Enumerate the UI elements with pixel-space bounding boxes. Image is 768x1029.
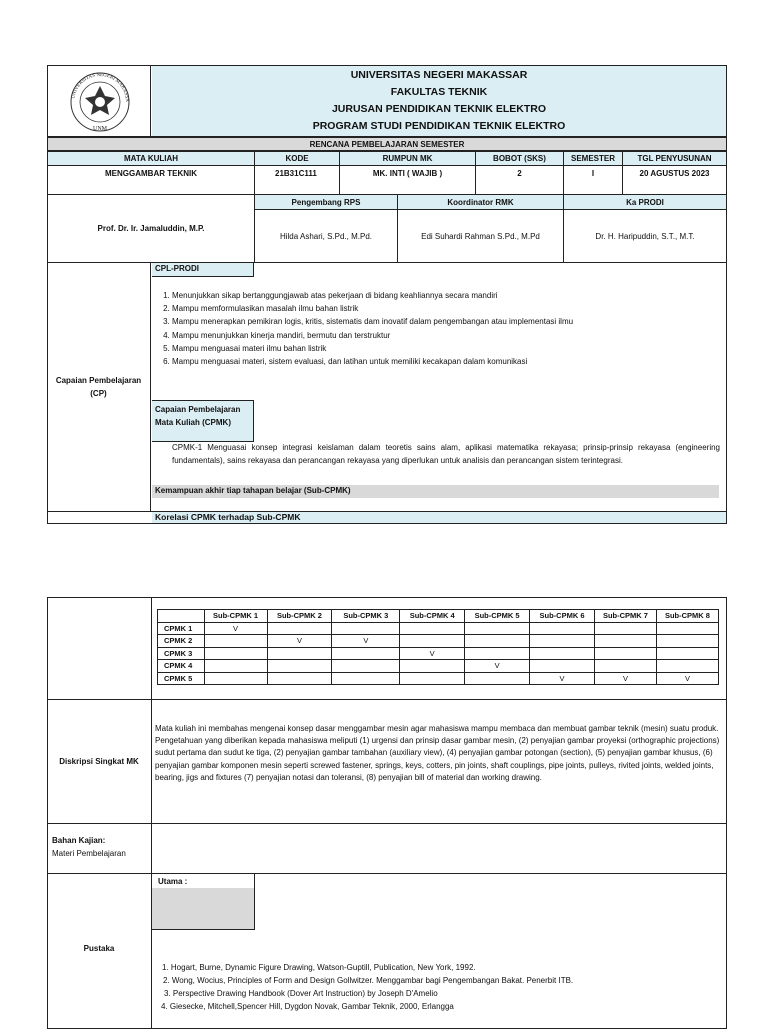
matrix-row xyxy=(158,622,719,635)
cpl-item: 6. Mampu menguasai materi, sistem evaluasi, dan latihan untuk memiliki kecakapan dalam komunikasi xyxy=(172,355,722,368)
matrix-col-header: Sub-CPMK 1 xyxy=(204,610,267,623)
matrix-cell xyxy=(332,660,400,673)
matrix-cell: V xyxy=(204,622,267,635)
cpl-item: 4. Mampu menunjukkan kinerja mandiri, bermutu dan terstruktur xyxy=(172,329,722,342)
label-koordinator-rmk: Koordinator RMK xyxy=(397,194,564,210)
document-title: RENCANA PEMBELAJARAN SEMESTER xyxy=(47,137,727,151)
matrix-row-label: CPMK 2 xyxy=(158,635,205,648)
matrix-cell: V xyxy=(267,635,332,648)
matrix-cell xyxy=(530,660,595,673)
course-rumpun: MK. INTI ( WAJIB ) xyxy=(339,165,476,195)
matrix-col-header: Sub-CPMK 6 xyxy=(530,610,595,623)
utama-label: Utama : xyxy=(152,874,255,930)
matrix-row xyxy=(158,647,719,660)
unm-logo-icon xyxy=(65,68,135,136)
matrix-cell xyxy=(204,647,267,660)
deskripsi-label: Diskripsi Singkat MK xyxy=(59,756,139,766)
matrix-cell xyxy=(267,660,332,673)
matrix-cell xyxy=(332,672,400,685)
label-ka-prodi: Ka PRODI xyxy=(563,194,727,210)
cpmk-subcpmk-matrix xyxy=(157,609,719,685)
matrix-row xyxy=(158,635,719,648)
matrix-cell xyxy=(530,622,595,635)
matrix-cell xyxy=(204,672,267,685)
matrix-cell xyxy=(594,635,656,648)
col-mata-kuliah: MATA KULIAH xyxy=(47,151,255,166)
matrix-cell: V xyxy=(332,635,400,648)
pustaka-list xyxy=(162,961,722,1013)
cpl-item: 5. Mampu menguasai materi ilmu bahan listrik xyxy=(172,342,722,355)
university-title-cell xyxy=(152,66,726,136)
matrix-cell xyxy=(267,647,332,660)
course-name: MENGGAMBAR TEKNIK xyxy=(47,165,255,195)
pustaka-item: 4. Giesecke, Mitchell,Spencer Hill, Dygdon Novak, Gambar Teknik, 2000, Erlangga xyxy=(161,1002,454,1011)
matrix-corner-cell xyxy=(158,610,205,623)
matrix-cell xyxy=(465,622,530,635)
cpl-prodi-label: CPL-PRODI xyxy=(152,263,254,277)
matrix-row-label: CPMK 3 xyxy=(158,647,205,660)
page2-left-column xyxy=(151,597,152,1029)
pustaka-label: Pustaka xyxy=(83,944,115,953)
matrix-cell xyxy=(465,672,530,685)
course-sks: 2 xyxy=(475,165,564,195)
matrix-cell xyxy=(594,622,656,635)
col-rumpun-mk: RUMPUN MK xyxy=(339,151,476,166)
matrix-row-label: CPMK 5 xyxy=(158,672,205,685)
materi-pembelajaran-label: Materi Pembelajaran xyxy=(52,849,126,858)
matrix-cell xyxy=(332,647,400,660)
matrix-cell xyxy=(267,622,332,635)
deskripsi-text: Mata kuliah ini membahas mengenai konsep dasar menggambar mesin agar mahasiswa mampu membaca dan membuat gambar teknik (mesin) suatu produk. Pengetahuan yang diberikan kepada mahasiswa meliputi (1) urgensi dan prinsip dasar gambar mesin, (2) penyajian gambar proyeksi (orthographic projections) sudut pertama dan sudut ke tiga, (2) penyajian gambar tambahan (auxiliary view), (4) penyajian gambar potongan (section), (5) penyajian gambar khusus, (6) penyajian gambar komponen mesin seperti screwed fastener, springs, keys, cotters, pin joints, shaft couplings, pipe joints, pulleys, rivited joints, welded joints, bearing, jigs and fixtures (7) penyajian notasi dan toleransi, (8) penyajian bill of material dan working drawing. xyxy=(155,724,720,782)
matrix-cell xyxy=(332,622,400,635)
matrix-cell xyxy=(400,635,465,648)
course-code: 21B31C111 xyxy=(254,165,340,195)
program-name: PROGRAM STUDI PENDIDIKAN TEKNIK ELEKTRO xyxy=(312,120,566,132)
matrix-col-header: Sub-CPMK 3 xyxy=(332,610,400,623)
pustaka-item: 3. Perspective Drawing Handbook (Dover Art Instruction) by Joseph D'Amelio xyxy=(164,989,438,998)
row-divider-bahan xyxy=(47,823,727,824)
cpmk-text: CPMK-1 Menguasai konsep integrasi keislaman dalam teoretis sains alam, aplikasi matematika rekayasa; prinsip-prinsip rekayasa (engineering fundamentals), sains rekayasa dan perancangan rekayasa yang diperlukan untuk analisis dan perancangan sistem terintegrasi. xyxy=(172,443,720,465)
cpl-list xyxy=(152,289,722,368)
department-name: JURUSAN PENDIDIKAN TEKNIK ELEKTRO xyxy=(331,103,547,115)
pustaka-item: 2. Wong, Wocius, Principles of Form and Design Gollwitzer. Menggambar bagi Pengembangan Bakat. Penerbit ITB. xyxy=(163,976,574,985)
matrix-cell xyxy=(267,672,332,685)
matrix-cell: V xyxy=(530,672,595,685)
matrix-col-header: Sub-CPMK 4 xyxy=(400,610,465,623)
matrix-col-header: Sub-CPMK 5 xyxy=(465,610,530,623)
bahan-label xyxy=(52,834,148,860)
col-tgl-penyusunan: TGL PENYUSUNAN xyxy=(622,151,727,166)
matrix-cell xyxy=(656,622,718,635)
matrix-cell xyxy=(656,635,718,648)
matrix-cell xyxy=(400,672,465,685)
korelasi-label: Korelasi CPMK terhadap Sub-CPMK xyxy=(152,512,726,523)
matrix-row-label: CPMK 1 xyxy=(158,622,205,635)
svg-text:UNIVERSITAS NEGERI MAKASSAR: UNIVERSITAS NEGERI MAKASSA xyxy=(71,72,130,103)
matrix-row xyxy=(158,660,719,673)
matrix-row-label: CPMK 4 xyxy=(158,660,205,673)
matrix-cell: V xyxy=(594,672,656,685)
matrix-cell xyxy=(465,635,530,648)
matrix-cell xyxy=(530,647,595,660)
cpl-items xyxy=(152,289,722,368)
matrix-header-row xyxy=(158,610,719,623)
col-semester: SEMESTER xyxy=(563,151,623,166)
pustaka-item: 1. Hogart, Burne, Dynamic Figure Drawing, Watson-Guptill, Publication, New York, 1992. xyxy=(162,963,476,972)
label-pengembang-rps: Pengembang RPS xyxy=(254,194,398,210)
col-bobot: BOBOT (SKS) xyxy=(475,151,564,166)
cpl-item: 2. Mampu memformulasikan masalah ilmu bahan listrik xyxy=(172,302,722,315)
cpl-item: 1. Menunjukkan sikap bertanggungjawab atas pekerjaan di bidang keahliannya secara mandiri xyxy=(172,289,722,302)
matrix-cell xyxy=(465,647,530,660)
matrix-col-header: Sub-CPMK 7 xyxy=(594,610,656,623)
matrix-cell xyxy=(400,622,465,635)
matrix-cell: V xyxy=(656,672,718,685)
name-ka-prodi: Dr. H. Haripuddin, S.T., M.T. xyxy=(563,209,727,263)
cp-side-label: Capaian Pembelajaran (CP) xyxy=(47,262,151,512)
name-pengembang-rps: Hilda Ashari, S.Pd., M.Pd. xyxy=(254,209,398,263)
university-name: UNIVERSITAS NEGERI MAKASSAR xyxy=(350,69,528,81)
matrix-cell: V xyxy=(400,647,465,660)
logo-cell xyxy=(47,65,151,137)
matrix-cell xyxy=(400,660,465,673)
utama-shade xyxy=(152,888,254,929)
lecturer-name: Prof. Dr. Ir. Jamaluddin, M.P. xyxy=(47,194,255,263)
course-date: 20 AGUSTUS 2023 xyxy=(622,165,727,195)
matrix-row xyxy=(158,672,719,685)
matrix-cell xyxy=(530,635,595,648)
matrix-cell xyxy=(204,660,267,673)
matrix-cell xyxy=(204,635,267,648)
subcpmk-label: Kemampuan akhir tiap tahapan belajar (Sub-CPMK) xyxy=(152,485,719,498)
matrix-cell xyxy=(656,647,718,660)
faculty-name: FAKULTAS TEKNIK xyxy=(390,86,488,98)
svg-text:UNM: UNM xyxy=(92,126,108,132)
matrix-cell xyxy=(594,647,656,660)
matrix-col-header: Sub-CPMK 2 xyxy=(267,610,332,623)
col-kode: KODE xyxy=(254,151,340,166)
course-semester: I xyxy=(563,165,623,195)
name-koordinator-rmk: Edi Suhardi Rahman S.Pd., M.Pd xyxy=(397,209,564,263)
matrix-col-header: Sub-CPMK 8 xyxy=(656,610,718,623)
cpl-item: 3. Mampu menerapkan pemikiran logis, kritis, sistematis dam inovatif dalam pengembangan atau implementasi ilmu xyxy=(172,315,722,328)
bahan-kajian-label: Bahan Kajian: xyxy=(52,836,106,845)
cpmk-label: Capaian Pembelajaran Mata Kuliah (CPMK) xyxy=(152,400,254,442)
matrix-cell: V xyxy=(465,660,530,673)
matrix-cell xyxy=(594,660,656,673)
matrix-cell xyxy=(656,660,718,673)
